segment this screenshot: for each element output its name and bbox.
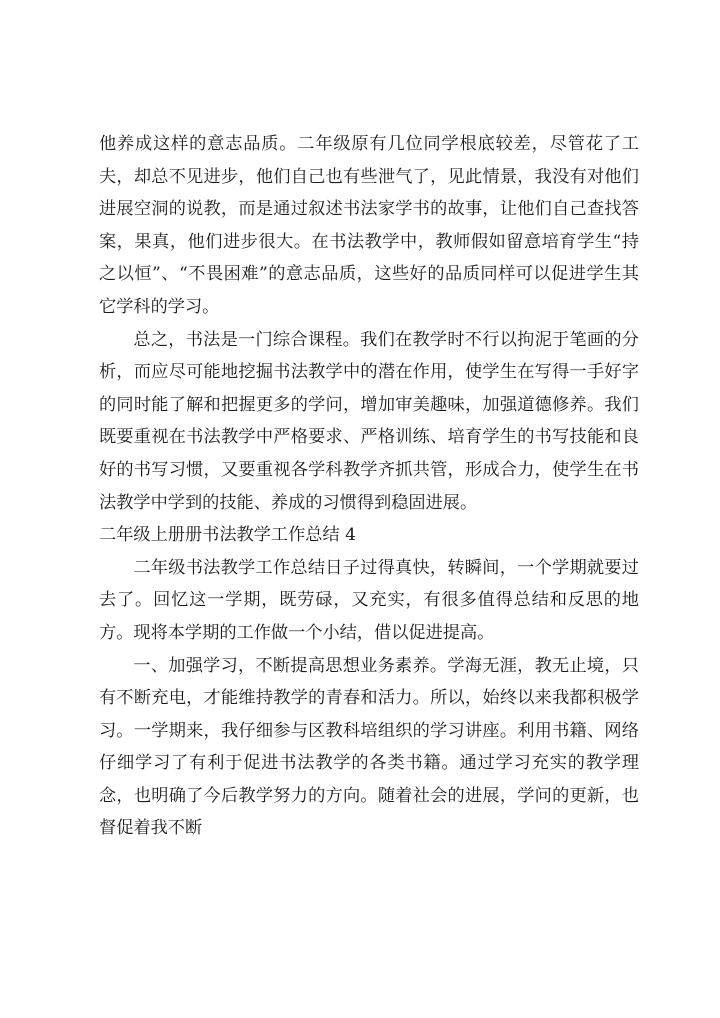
section-heading: 二年级上册册书法教学工作总结 4: [99, 525, 357, 546]
paragraph-continuation: 他养成这样的意志品质。二年级原有几位同学根底较差，尽管花了工夫，却总不见进步，他们自己也有些泄气了，见此情景，我没有对他们进展空洞的说教，而是通过叙述书法家学书的故事，让他们自己查找答案，果真，他们进步很大。在书法教学中，教师假如留意培育学生“持之以恒”、“不畏困难”的意志品质，这些好的品质同样可以促进学生其它学科的学习。: [99, 134, 639, 317]
paragraph-intro: 二年级书法教学工作总结日子过得真快，转瞬间，一个学期就要过去了。回忆这一学期，既劳碌，又充实，有很多值得总结和反思的地方。现将本学期的工作做一个小结，借以促进提高。: [99, 557, 639, 643]
paragraph-study: 一、加强学习，不断提高思想业务素养。学海无涯，教无止境，只有不断充电，才能维持教学的青春和活力。所以，始终以来我都积极学习。一学期来，我仔细参与区教科培组织的学习讲座。利用书籍、网络仔细学习了有利于促进书法教学的各类书籍。通过学习充实的教学理念，也明确了今后教学努力的方向。随着社会的进展，学问的更新，也督促着我不断: [99, 655, 639, 839]
paragraph-summary: 总之，书法是一门综合课程。我们在教学时不行以拘泥于笔画的分析，而应尽可能地挖掘书法教学中的潜在作用，使学生在写得一手好字的同时能了解和把握更多的学问，增加审美趣味，加强道德修养。我们既要重视在书法教学中严格要求、严格训练、培育学生的书写技能和良好的书写习惯，又要重视各学科教学齐抓共管，形成合力，使学生在书法教学中学到的技能、养成的习惯得到稳固进展。: [99, 329, 639, 513]
document-body: [99, 128, 639, 845]
